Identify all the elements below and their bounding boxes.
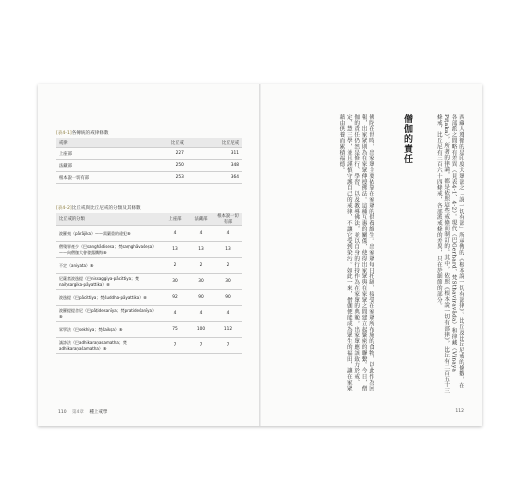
- table-cell: 4: [214, 226, 242, 242]
- table-cell: 13: [214, 242, 242, 258]
- right-page: [261, 84, 482, 426]
- table-row: [56, 172, 242, 184]
- precept-count-table: [56, 138, 242, 184]
- table-cell: 2: [162, 258, 188, 274]
- table-cell: 眾學法（巴sekhiya；梵śaikṣa）⑧: [56, 322, 162, 338]
- table-cell: 法藏部: [56, 160, 142, 172]
- table2-caption-tag: [表4-2]: [56, 206, 72, 211]
- table-cell: 90: [214, 290, 242, 306]
- table-cell: 311: [187, 148, 242, 160]
- table-cell: 250: [142, 160, 187, 172]
- body-paragraph: 佛陀在世時，出家眾主要依靠在家眾的供養維生。出家眾每日托缽，接受在家眾所布施的食物，以此作為回報，出家眾則為在家眾傳授佛法。這種互惠的關係，使得出家眾與在家眾之間建立起緊密的聯繫。今日，僧伽的責任仍然是修行、學習、以及教導佛法，並以自身的行持作為在家眾的典範。出家眾應該致力於戒、定、慧三學，並且謹慎守護自己的戒律，不讓它受到染污。如此一來，僧伽便能成為眾生的福田，讓在家眾藉由供養而累積福德。: [338, 114, 374, 392]
- table-cell: 尼薩耆波逸提（巴nissaggiya-pācittiya；梵naiḥsargika-pāyattika）⑧: [56, 274, 162, 290]
- table-cell: 90: [188, 290, 214, 306]
- table2-caption-text: 比丘戒與比丘尼戒的分類及其條數: [71, 206, 141, 211]
- table2-caption: [56, 205, 141, 211]
- table-cell: 92: [162, 290, 188, 306]
- table2-header: 根本說一切有部: [214, 213, 242, 226]
- section-heading: 僧伽的責任: [402, 114, 412, 164]
- table-cell: 30: [162, 274, 188, 290]
- right-page-number: 112: [455, 409, 464, 414]
- table-cell: 227: [142, 148, 187, 160]
- table-row: [56, 306, 242, 322]
- table-cell: 4: [162, 226, 188, 242]
- table-cell: 2: [214, 258, 242, 274]
- table-row: [56, 148, 242, 160]
- chapter-title: 種上戒學: [89, 410, 108, 415]
- table-row: [56, 290, 242, 306]
- table-cell: 4: [188, 306, 214, 322]
- table2-header: 比丘戒的分類: [56, 213, 162, 226]
- table-row: [56, 160, 242, 172]
- table1-caption: [56, 130, 108, 136]
- table1-header: 戒律: [56, 138, 142, 148]
- precept-category-table: [56, 213, 242, 354]
- table-row: [56, 322, 242, 338]
- table-cell: 4: [188, 226, 214, 242]
- table1-caption-text: 各傳統的戒律條數: [71, 131, 109, 136]
- table-cell: 7: [162, 338, 188, 354]
- table-cell: 僧殘罪產少（巴sanghādisesa；梵saṃghāvaśeṣa）——向僧伽大會發露懺悔⑧: [56, 242, 162, 258]
- table-cell: 75: [162, 322, 188, 338]
- table-cell: 滅諍法（巴adhikaraṇasamatha；梵adhikaraṇaśamatha）⑧: [56, 338, 162, 354]
- table-cell: 波羅夷（pārājika）——需嚴重的違犯⑧: [56, 226, 162, 242]
- table-row: [56, 226, 242, 242]
- table2-header: 法藏部: [188, 213, 214, 226]
- table-cell: 波羅提提舍尼（巴pāṭidesanīya；梵pratideśanīya）⑧: [56, 306, 162, 322]
- table-cell: 4: [162, 306, 188, 322]
- table-cell: 364: [187, 172, 242, 184]
- table2-header: 上座部: [162, 213, 188, 226]
- table-cell: 不定（aniyata）⑧: [56, 258, 162, 274]
- chapter-label: 第4章: [72, 410, 84, 415]
- table-row: [56, 338, 242, 354]
- table-cell: 30: [214, 274, 242, 290]
- table-cell: 2: [188, 258, 214, 274]
- body-paragraph: 西藏人遵循的是印度大眾部之「說一切有部」所承傳的《根本說一切有部律》。比丘及比丘尼戒的條數，在各部派之間略有差異（見表4-1、4-2）。現代（巴Gerhard、梵Sthaviravāda）和律藏（Vinaya Piṭaka），所著的律論，都是依照這些戒條而制訂的。其中，依照《根本說一切有部律》，比丘有二百五十三條戒，比丘尼有三百六十四條戒，各部派戒條的差異，只在於細節的部分。: [435, 114, 464, 394]
- table-cell: 13: [188, 242, 214, 258]
- table-cell: 根本說一切有部: [56, 172, 142, 184]
- table-cell: 4: [214, 306, 242, 322]
- table-cell: 253: [142, 172, 187, 184]
- left-page-number: 110: [58, 410, 67, 415]
- table-row: [56, 242, 242, 258]
- table1-caption-tag: [表4-1]: [56, 131, 72, 136]
- left-page: [38, 84, 259, 426]
- table-cell: 348: [187, 160, 242, 172]
- table-row: [56, 274, 242, 290]
- table-row: [56, 258, 242, 274]
- table1-header: 比丘尼戒: [187, 138, 242, 148]
- table-cell: 7: [214, 338, 242, 354]
- table-cell: 100: [188, 322, 214, 338]
- table-cell: 112: [214, 322, 242, 338]
- book-spread: [38, 84, 482, 426]
- table-cell: 13: [162, 242, 188, 258]
- table1-header: 比丘戒: [142, 138, 187, 148]
- left-page-footer: [58, 409, 107, 415]
- table-cell: 7: [188, 338, 214, 354]
- table-cell: 30: [188, 274, 214, 290]
- table-cell: 波逸提（巴pācittiya；梵śuddha-pāyattika）⑧: [56, 290, 162, 306]
- table-cell: 上座部: [56, 148, 142, 160]
